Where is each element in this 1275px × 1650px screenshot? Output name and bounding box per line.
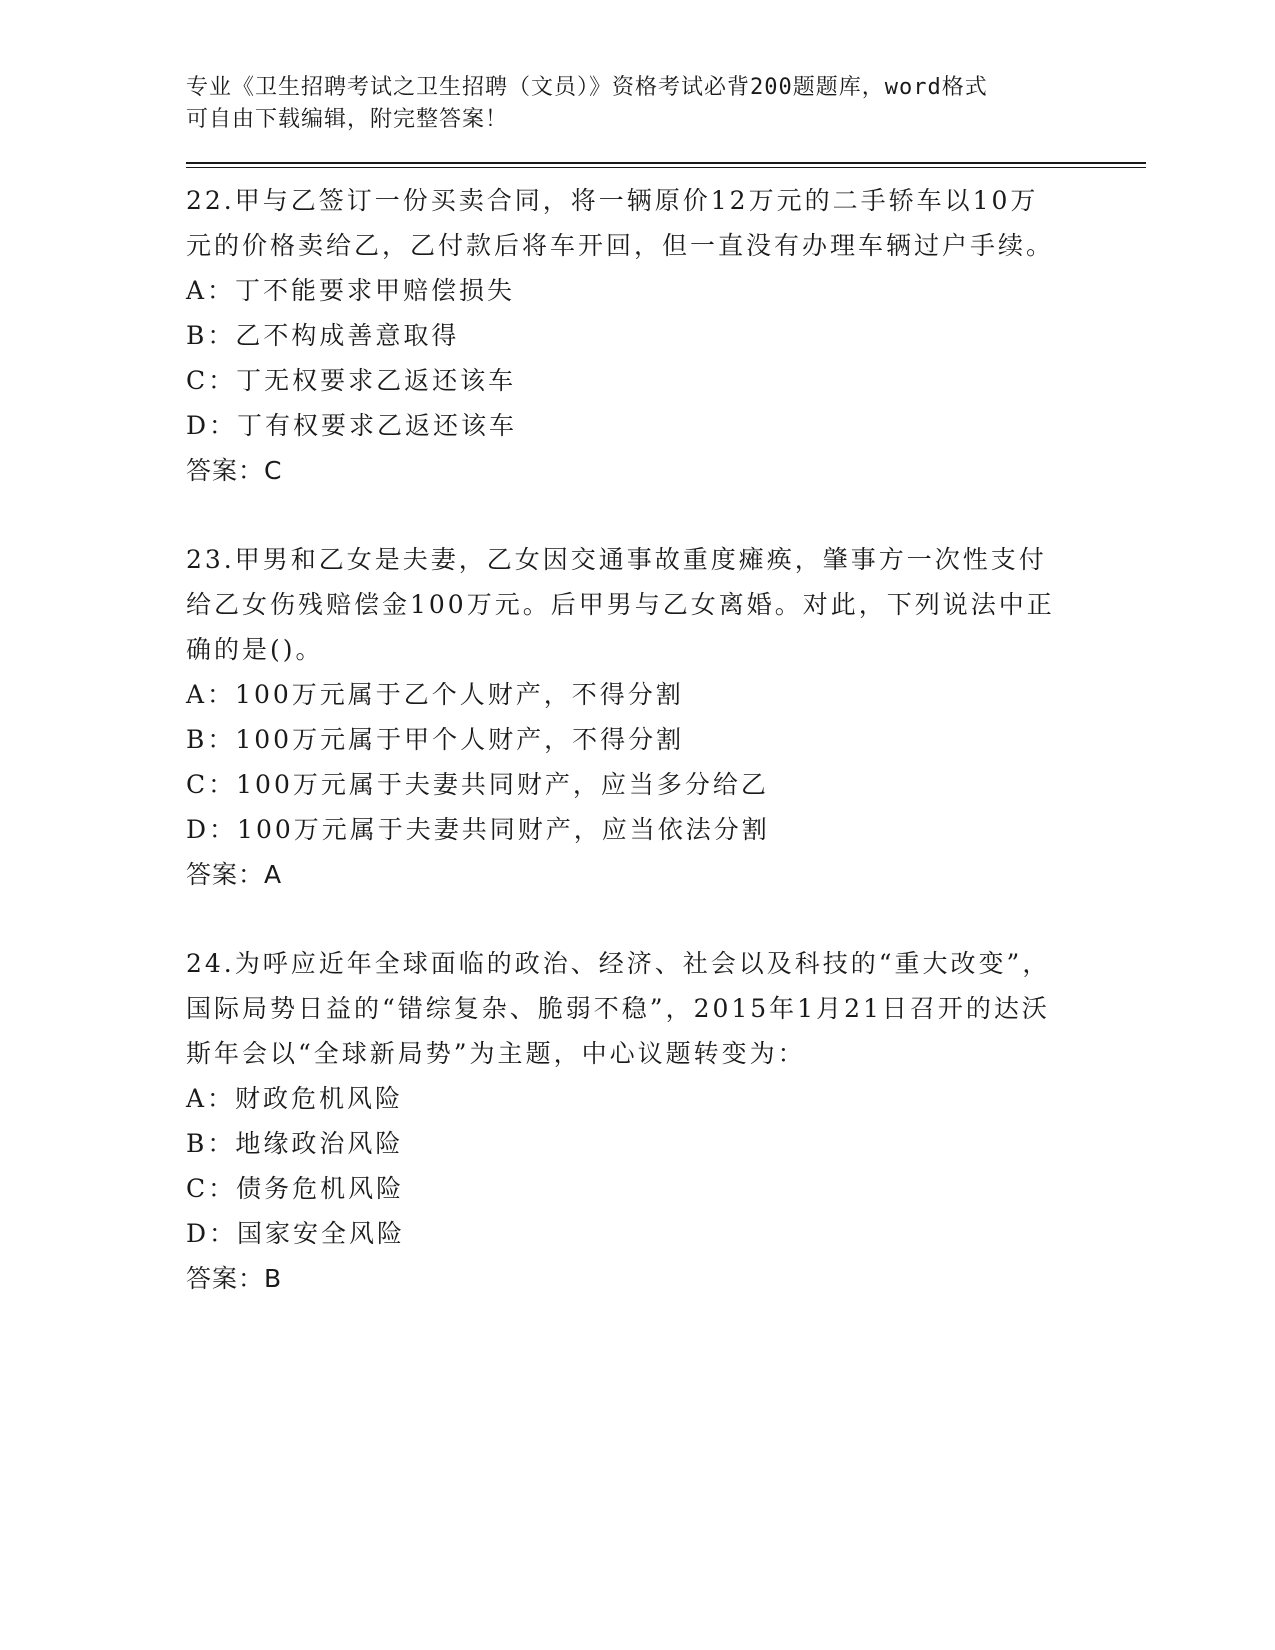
option-d: D：100万元属于夫妻共同财产，应当依法分割 [186, 815, 770, 844]
header-divider [186, 162, 1146, 168]
question-list [186, 178, 1146, 1301]
question-24 [186, 941, 1146, 1301]
question-spacer [186, 897, 1146, 941]
header-line-2: 可自由下载编辑，附完整答案！ [186, 107, 509, 132]
option-c: C：丁无权要求乙返还该车 [186, 366, 517, 395]
header-line-1: 专业《卫生招聘考试之卫生招聘（文员）》资格考试必背200题题库，word格式 [186, 75, 988, 100]
document-header [186, 72, 1066, 136]
option-d: D：国家安全风险 [186, 1219, 406, 1248]
question-spacer [186, 493, 1146, 537]
document-page [186, 72, 1146, 1301]
option-b: B：地缘政治风险 [186, 1129, 404, 1158]
option-c: C：100万元属于夫妻共同财产，应当多分给乙 [186, 770, 769, 799]
answer: 答案：B [186, 1264, 283, 1293]
question-stem: 24.为呼应近年全球面临的政治、经济、社会以及科技的“重大改变”，国际局势日益的“错综复杂、脆弱不稳”，2015年1月21日召开的达沃斯年会以“全球新局势”为主题，中心议题转变为： [186, 949, 1051, 1068]
option-b: B：乙不构成善意取得 [186, 321, 460, 350]
answer: 答案：C [186, 456, 283, 485]
option-a: A：丁不能要求甲赔偿损失 [186, 276, 516, 305]
answer: 答案：A [186, 860, 283, 889]
question-stem: 22.甲与乙签订一份买卖合同，将一辆原价12万元的二手轿车以10万元的价格卖给乙，乙付款后将车开回，但一直没有办理车辆过户手续。 [186, 186, 1055, 260]
question-23 [186, 537, 1146, 897]
option-c: C：债务危机风险 [186, 1174, 405, 1203]
question-22 [186, 178, 1146, 493]
question-stem: 23.甲男和乙女是夫妻，乙女因交通事故重度瘫痪，肇事方一次性支付给乙女伤残赔偿金100万元。后甲男与乙女离婚。对此，下列说法中正确的是()。 [186, 545, 1055, 664]
option-b: B：100万元属于甲个人财产，不得分割 [186, 725, 685, 754]
option-d: D：丁有权要求乙返还该车 [186, 411, 518, 440]
option-a: A：财政危机风险 [186, 1084, 404, 1113]
option-a: A：100万元属于乙个人财产，不得分割 [186, 680, 684, 709]
